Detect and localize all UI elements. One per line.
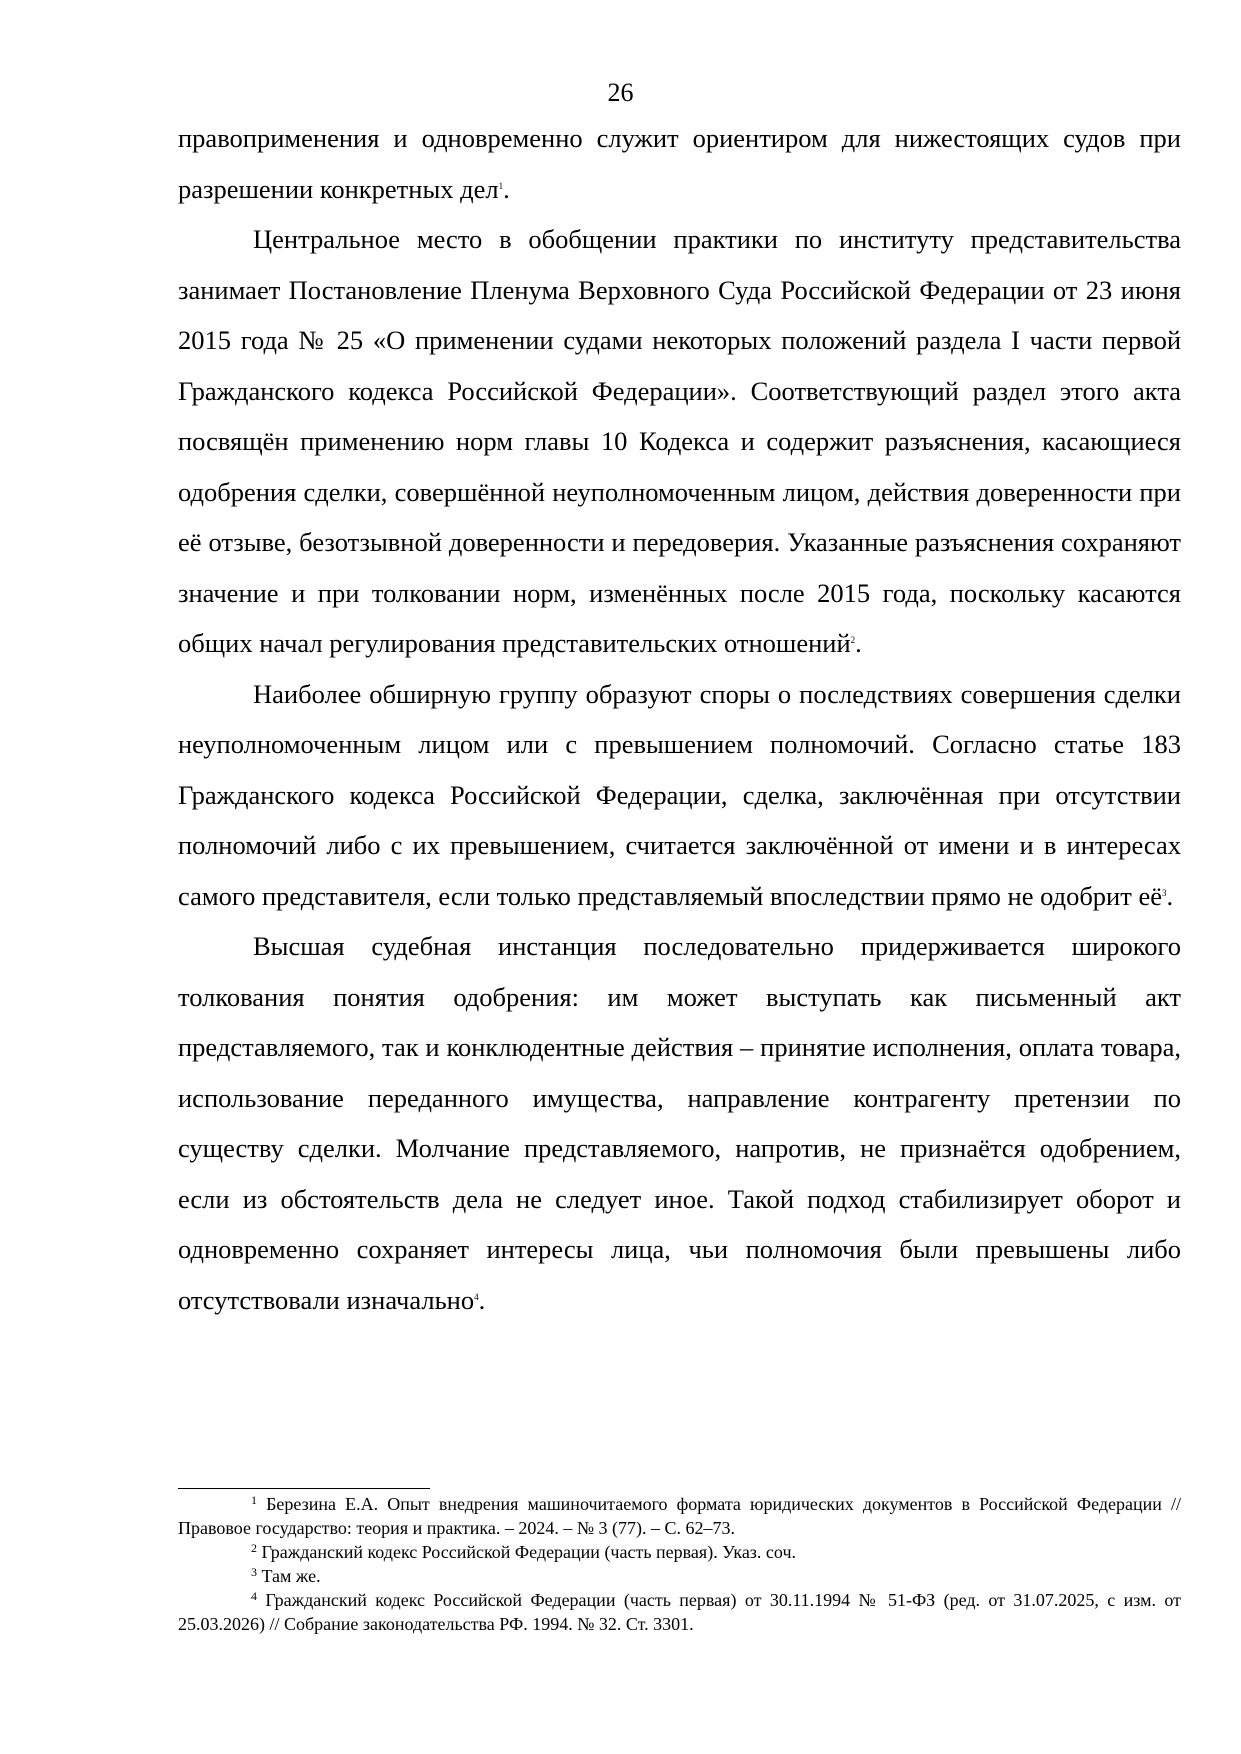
paragraph — [178, 669, 1181, 922]
footnote-text: Гражданский кодекс Российской Федерации (часть первая) от 30.11.1994 № 51-ФЗ (ред. от 31.07.2025, с изм. от 25.03.2026) // Собрание законодательства РФ. 1994. № 32. Ст. 3301. — [178, 1590, 1181, 1634]
paragraph — [178, 921, 1181, 1325]
footnote-number: 4 — [251, 1589, 257, 1603]
footnote — [178, 1588, 1181, 1636]
footnote-text: Гражданский кодекс Российской Федерации (часть первая). Указ. соч. — [257, 1542, 796, 1562]
footnote-text: Там же. — [257, 1566, 321, 1586]
footnote-number: 2 — [251, 1541, 257, 1555]
footnote-reference[interactable]: 3 — [1161, 887, 1167, 898]
paragraph-text: Высшая судебная инстанция последовательно придерживается широкого толкования понятия одобрения: им может выступать как письменный акт представляемого, так и конклюдентные действия – принятие исполнения, оплата товара, использование переданного имущества, направление контрагенту претензии по существу сделки. Молчание представляемого, напротив, не признаётся одобрением, если из обстоятельств дела не следует иное. Такой подход стабилизирует оборот и одновременно сохраняет интересы лица, чьи полномочия были превышены либо отсутствовали изначально — [178, 931, 1181, 1315]
paragraph-tail: . — [1166, 880, 1174, 911]
paragraph-tail: . — [478, 1284, 486, 1315]
footnote-separator — [178, 1488, 430, 1489]
footnotes — [178, 1492, 1181, 1636]
paragraph-text: Центральное место в обобщении практики по институту представительства занимает Постановление Пленума Верховного Суда Российской Федерации от 23 июня 2015 года № 25 «О применении судами некоторых положений раздела I части первой Гражданского кодекса Российской Федерации». Соответствующий раздел этого акта посвящён применению норм главы 10 Кодекса и содержит разъяснения, касающиеся одобрения сделки, совершённой неуполномоченным лицом, действия доверенности при её отзыве, безотзывной доверенности и передоверия. Указанные разъяснения сохраняют значение и при толковании норм, изменённых после 2015 года, поскольку касаются общих начал регулирования представительских отношений — [178, 224, 1181, 658]
page-number: 26 — [607, 78, 634, 107]
footnote-reference[interactable]: 1 — [498, 180, 504, 191]
paragraph-text: правоприменения и одновременно служит ориентиром для нижестоящих судов при разрешении конкретных дел — [178, 123, 1181, 204]
footnote-number: 3 — [251, 1565, 257, 1579]
paragraph — [178, 214, 1181, 669]
footnote-number: 1 — [251, 1493, 257, 1507]
footnote — [178, 1540, 1181, 1564]
paragraph-tail: . — [503, 173, 510, 204]
paragraph-text: Наиболее обширную группу образуют споры о последствиях совершения сделки неуполномоченным лицом или с превышением полномочий. Согласно статье 183 Гражданского кодекса Российской Федерации, сделка, заключённая при отсутствии полномочий либо с их превышением, считается заключённой от имени и в интересах самого представителя, если только представляемый впоследствии прямо не одобрит её — [178, 678, 1181, 911]
paragraph-tail: . — [855, 628, 862, 658]
footnote-reference[interactable]: 4 — [474, 1291, 479, 1302]
footnote-text: Березина Е.А. Опыт внедрения машиночитаемого формата юридических документов в Российской Федерации // Правовое государство: теория и практика. – 2024. – № 3 (77). – С. 62–73. — [178, 1494, 1181, 1538]
footnote-reference[interactable]: 2 — [850, 635, 856, 645]
footnote — [178, 1492, 1181, 1540]
paragraph — [178, 113, 1181, 214]
body-text — [178, 113, 1181, 1325]
footnote — [178, 1564, 1181, 1588]
